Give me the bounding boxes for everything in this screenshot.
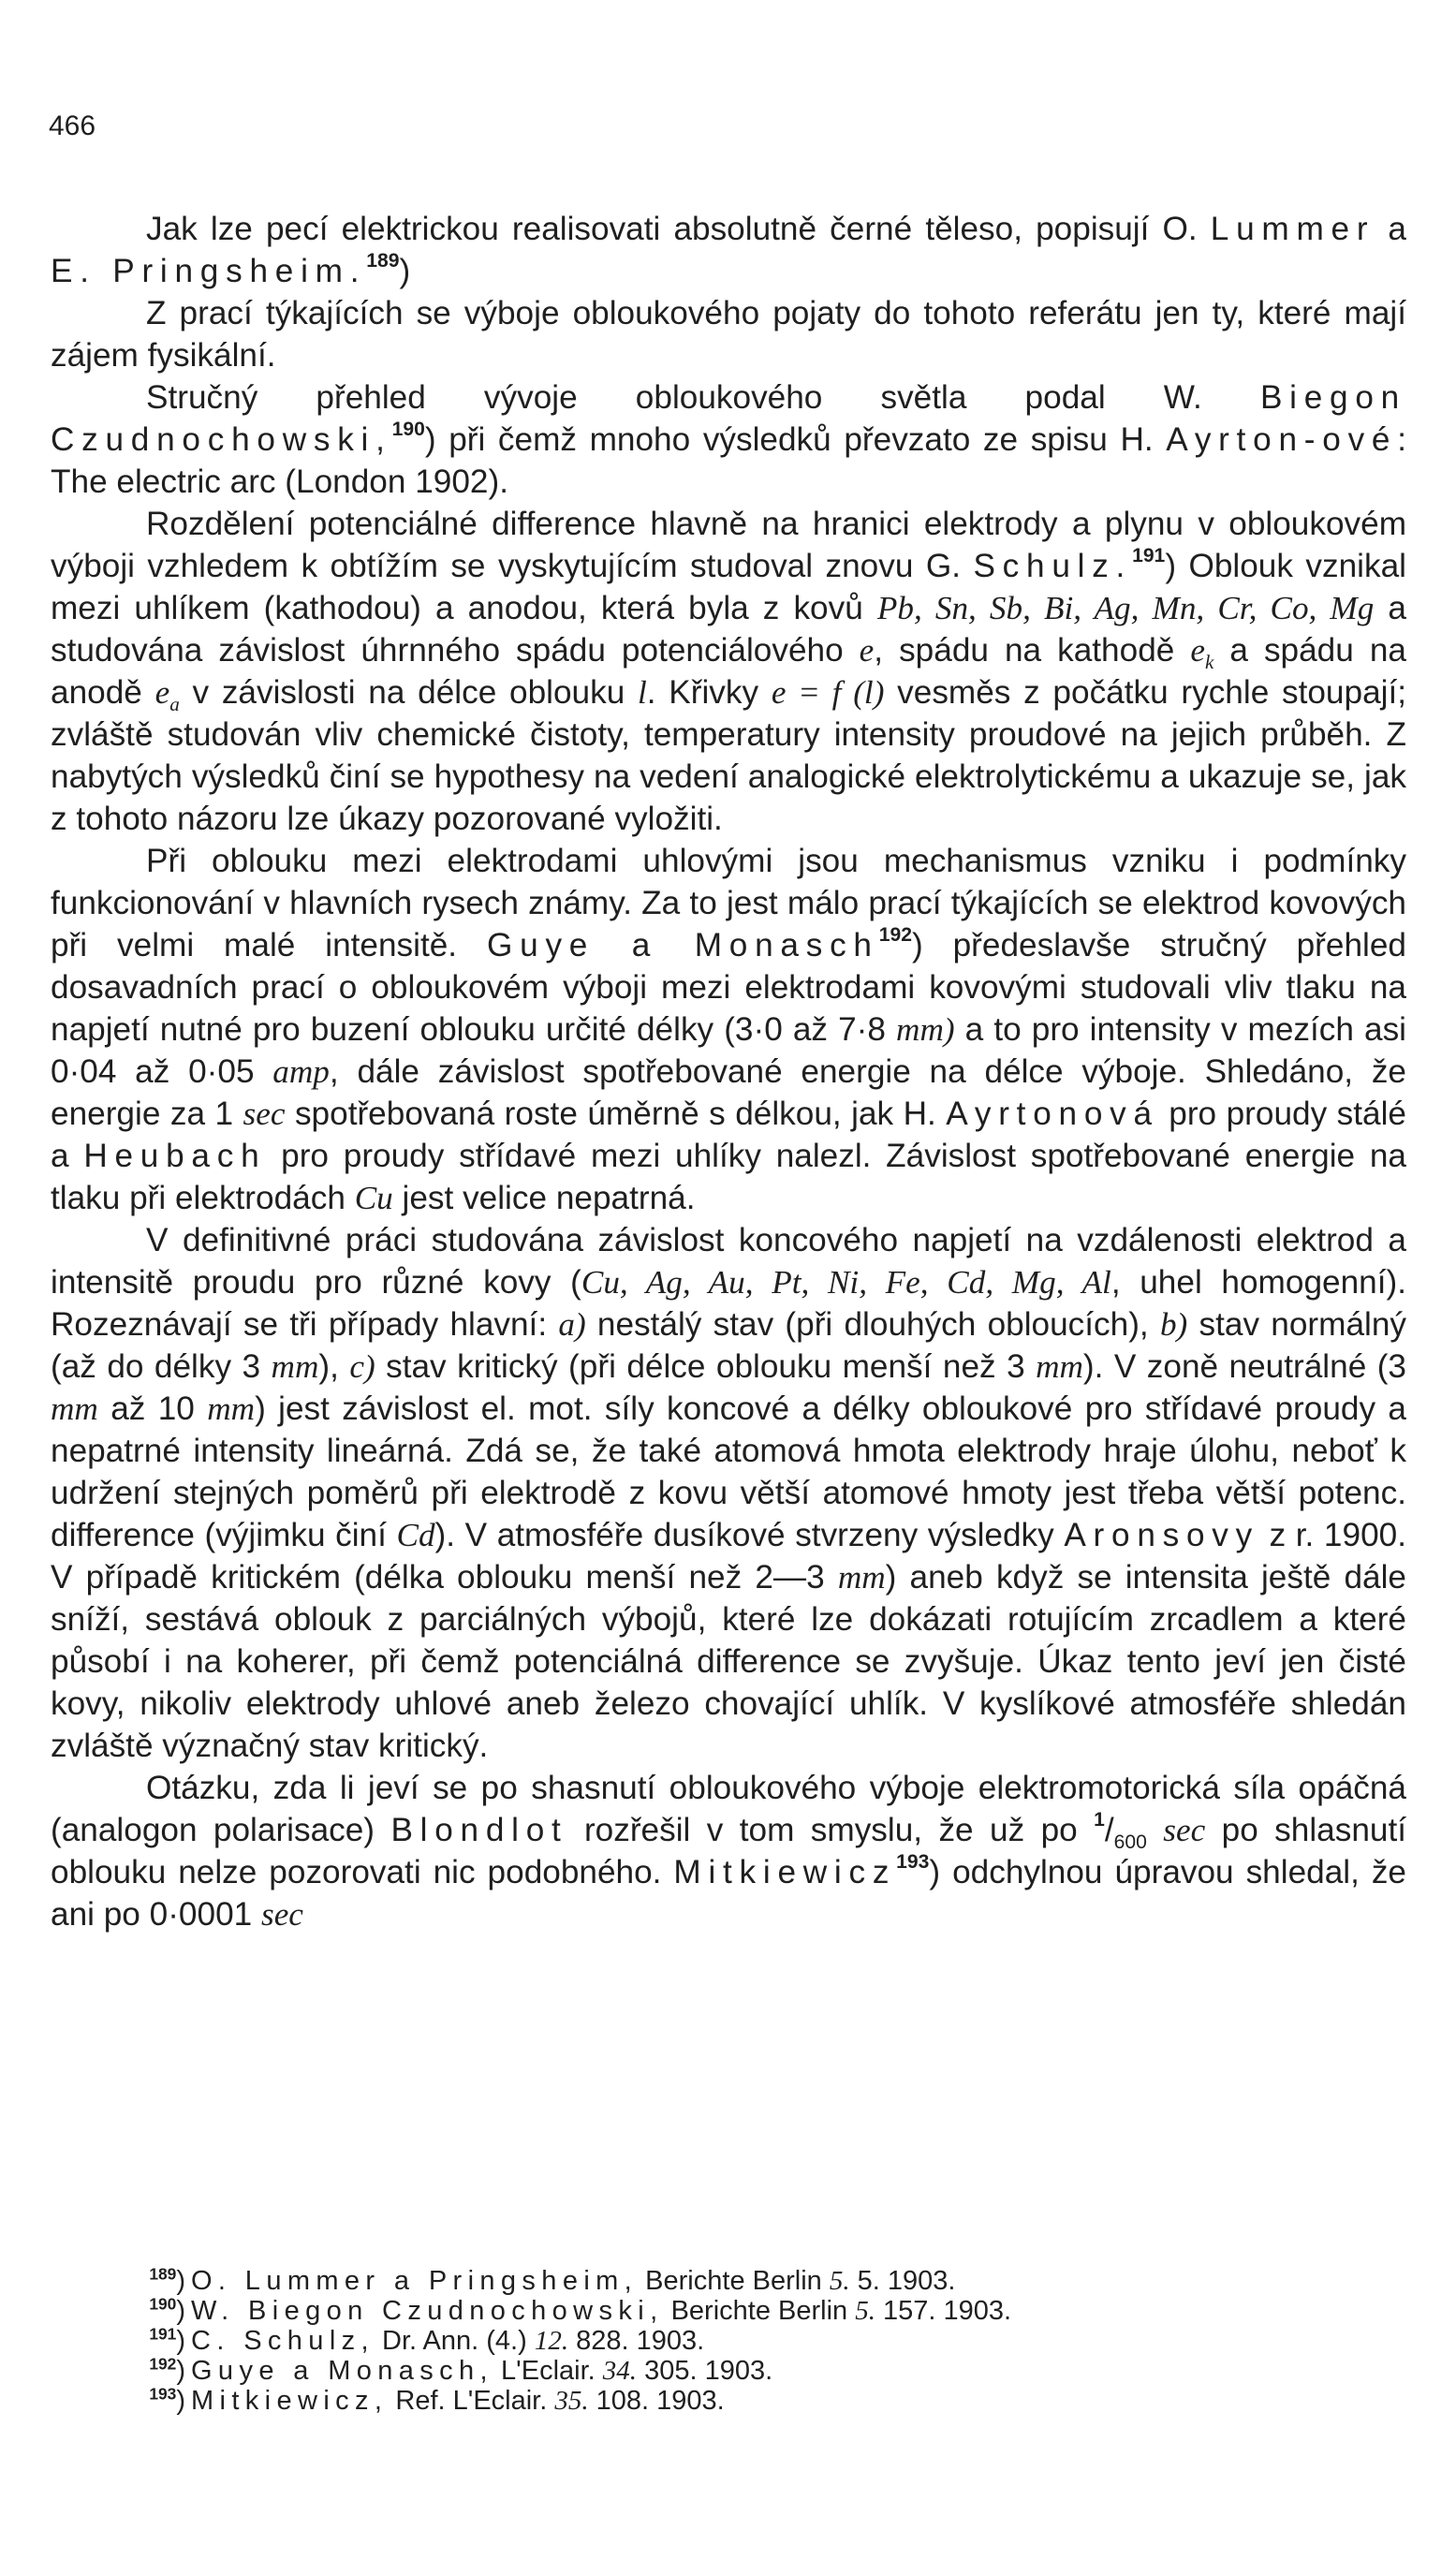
text-run: Rozdělení potenciálné difference hlavně na hranici elektrody a plynu v obloukovém výboji vzhledem k obtížím se vyskytujícím studoval znovu G. — [51, 506, 1406, 584]
footnote-source: Dr. Ann. (4.) — [374, 2326, 535, 2356]
footnote-pages: 305. 1903. — [637, 2356, 773, 2386]
footnote-volume: 34. — [602, 2356, 638, 2386]
footnote-pages: 108. 1903. — [588, 2386, 725, 2416]
unit: amp — [272, 1053, 330, 1090]
unit: sec — [1163, 1812, 1206, 1848]
paragraph-1 — [51, 208, 1406, 292]
text-run: ) Oblouk vznikal mezi uhlíkem (kathodou) a anodou, která byla z kovů — [51, 548, 1406, 626]
author-name: Guye a Monasch — [487, 927, 879, 963]
unit: mm — [207, 1390, 256, 1427]
footnote-189: $^{189}$) O. Lummer a Pringsheim, Berichte Berlin 5. 5. 1903. — [149, 2264, 956, 2296]
footnote-number: 191 — [149, 2324, 177, 2344]
unit: mm — [1036, 1348, 1083, 1385]
text-run: stav kritický (při délce oblouku menší než 3 — [375, 1348, 1037, 1385]
fraction-numerator: 1 — [1094, 1809, 1105, 1831]
footnote-191: $^{191}$) C. Schulz, Dr. Ann. (4.) 12. 828. 1903. — [149, 2324, 705, 2356]
footnote-number: 193 — [149, 2384, 177, 2404]
unit: mm) — [896, 1011, 955, 1048]
text-run: a spádu na anodě — [51, 632, 1406, 711]
text-run: , spádu na kathodě — [874, 632, 1191, 669]
math-var: e — [154, 674, 170, 711]
text-run: stav normálný (až do délky 3 — [51, 1306, 1407, 1385]
author-name: Ayrtonová — [946, 1096, 1159, 1132]
paragraph-2 — [51, 292, 1406, 376]
author-name: Ayrton-ové — [1166, 421, 1398, 458]
footnote-source: Berichte Berlin — [663, 2296, 856, 2326]
footnote-192: $^{192}$) Guye a Monasch, L'Eclair. 34. 305. 1903. — [149, 2354, 773, 2386]
footnote-source: L'Eclair. — [493, 2356, 603, 2386]
case-label: c) — [349, 1348, 375, 1385]
body-text — [51, 208, 1406, 1935]
footnote-190: $^{190}$) W. Biegon Czudnochowski, Berichte Berlin 5. 157. 1903. — [149, 2294, 1012, 2326]
text-run: : The electric arc (London 1902). — [51, 421, 1406, 500]
text-run: z r. 1900. V případě kritickém (délka oblouku menší než 2—3 — [51, 1517, 1406, 1596]
text-run: a — [1375, 211, 1406, 247]
text-run: spotřebovaná roste úměrně s délkou, jak H. — [285, 1096, 947, 1132]
footnote-ref: 192 — [878, 924, 912, 947]
math-subscript: a — [169, 693, 180, 716]
author-name: Lummer — [1210, 211, 1375, 247]
footnote-author: W. Biegon Czudnochowski, — [191, 2296, 664, 2326]
paragraph-3 — [51, 376, 1406, 503]
text-run: ), — [318, 1348, 350, 1385]
footnote-ref: 190 — [391, 419, 425, 441]
page-number: 466 — [49, 110, 96, 141]
footnote-pages: 828. 1903. — [568, 2326, 705, 2356]
metal-symbols: Pb, Sn, Sb, Bi, Ag, Mn, Cr, Co, Mg — [876, 590, 1375, 626]
paragraph-6 — [51, 1219, 1406, 1767]
footnote-pages: 157. 1903. — [875, 2296, 1012, 2326]
text-run: ) odchylnou úpravou shledal, že ani po 0·0001 — [51, 1854, 1406, 1933]
math-var: e — [859, 632, 875, 669]
footnote-source: Ref. L'Eclair. — [388, 2386, 555, 2416]
text-run: pro proudy stálé a — [51, 1096, 1406, 1174]
text-run: , dále závislost spotřebované energie na délce výboje. Shledáno, že energie za 1 — [51, 1053, 1406, 1132]
footnote-ref: 189 — [366, 250, 400, 272]
text-run: Stručný přehled vývoje obloukového světla podal W. — [146, 379, 1260, 416]
math-formula: e = f (l) — [771, 674, 885, 711]
footnote-ref: 191 — [1132, 545, 1166, 567]
author-name: Mitkiewicz — [673, 1854, 897, 1890]
text-run: rozřešil v tom smyslu, že už po — [567, 1812, 1095, 1848]
author-name: E. Pringsheim. — [51, 253, 367, 289]
text-run: vesměs z počátku rychle stoupají; zvláště studován vliv chemické čistoty, temperatury intensity proudové na jejich průběh. Z nabytých výsledků činí se hypothesy na vedení analogické elektrolytickému a ukazuje se, jak z tohoto názoru lze úkazy pozorované vyložiti. — [51, 674, 1407, 837]
footnote-pages: 5. 1903. — [849, 2266, 956, 2296]
metal-symbols: Cu, Ag, Au, Pt, Ni, Fe, Cd, Mg, Al — [581, 1264, 1111, 1301]
author-name: Blondlot — [390, 1812, 568, 1848]
footnote-ref: 193 — [896, 1851, 930, 1874]
text-run: ) při čemž mnoho výsledků převzato ze spisu H. — [424, 421, 1167, 458]
footnote-volume: 5. — [855, 2296, 875, 2326]
author-name: Biegon Czudnochowski, — [51, 379, 1406, 458]
footnote-volume: 35. — [554, 2386, 589, 2416]
footnote-volume: 5. — [829, 2266, 850, 2296]
text-run: ). V zoně neutrálné (3 — [1082, 1348, 1407, 1385]
text-run: Při oblouku mezi elektrodami uhlovými jsou mechanismus vzniku i podmínky funkcionování v hlavních rysech známy. Za to jest málo prací týkajících se elektrod kovových při velmi malé intensitě. — [51, 843, 1406, 963]
footnote-volume: 12. — [534, 2326, 569, 2356]
text-run: , uhel homogenní). Rozeznávají se tři případy hlavní: — [51, 1264, 1406, 1343]
author-name: Heubach — [83, 1138, 267, 1174]
text-run: . Křivky — [646, 674, 772, 711]
text-run: pro proudy střídavé mezi uhlíky nalezl. Závislost spotřebované energie na tlaku při elektrodách — [51, 1138, 1406, 1216]
text-run: po shlasnutí oblouku nelze pozorovati nic podobného. — [51, 1812, 1407, 1890]
text-run: jest velice nepatrná. — [392, 1180, 696, 1216]
text-run: nestálý stav (při dlouhých obloucích), — [585, 1306, 1160, 1343]
paragraph-5 — [51, 840, 1406, 1219]
footnote-number: 190 — [149, 2294, 177, 2314]
text-run: Z prací týkajících se výboje obloukového pojaty do tohoto referátu jen ty, které mají zájem fysikální. — [51, 295, 1406, 374]
text-run: ) — [399, 253, 411, 289]
text-run: a to pro intensity v mezích asi 0·04 až 0·05 — [51, 1011, 1406, 1090]
text-run: V definitivné práci studována závislost koncového napjetí na vzdálenosti elektrod a intensitě proudu pro různé kovy ( — [51, 1222, 1406, 1301]
unit: mm — [51, 1390, 98, 1427]
text-run: ). V atmosféře dusíkové stvrzeny výsledky — [434, 1517, 1065, 1553]
text-run: v závislosti na délce oblouku — [179, 674, 638, 711]
math-var: e — [1190, 632, 1205, 669]
unit: mm — [271, 1348, 319, 1385]
author-name: Aronsovy — [1064, 1517, 1259, 1553]
metal-symbols: Cd — [396, 1517, 435, 1553]
text-run: ) předeslavše stručný přehled dosavadních prací o obloukovém výboji mezi elektrodami kovovými studovali vliv tlaku na napjetí nutné pro buzení oblouku určité délky (3·0 až 7·8 — [51, 927, 1406, 1048]
paragraph-4 — [51, 503, 1406, 840]
text-run: ) aneb když se intensita ještě dále sníží, sestává oblouk z parciálných výbojů, které lze dokázati rotujícím zrcadlem a které působí i na koherer, při čemž potenciálná difference se zvyšuje. Úkaz tento jeví jen čisté kovy, nikoliv elektrody uhlové aneb železo chovající uhlík. V kyslíkové atmosféře shledán zvláště význačný stav kritický. — [51, 1559, 1406, 1764]
case-label: a) — [558, 1306, 586, 1343]
unit: sec — [261, 1896, 303, 1933]
metal-symbols: Cu — [354, 1180, 393, 1216]
text-run: a studována závislost úhrnného spádu potenciálového — [51, 590, 1406, 669]
footnote-source: Berichte Berlin — [638, 2266, 830, 2296]
footnote-number: 192 — [149, 2354, 177, 2374]
unit: sec — [243, 1096, 286, 1132]
author-name: Schulz. — [973, 548, 1133, 584]
footnote-author: Guye a Monasch, — [191, 2356, 493, 2386]
unit: mm — [837, 1559, 886, 1596]
footnote-193: $^{193}$) Mitkiewicz, Ref. L'Eclair. 35. 108. 1903. — [149, 2384, 725, 2416]
text-run: až 10 — [97, 1390, 208, 1427]
text-run: Jak lze pecí elektrickou realisovati absolutně černé těleso, popisují O. — [146, 211, 1211, 247]
footnote-number: 189 — [149, 2264, 177, 2284]
math-subscript: k — [1204, 651, 1214, 674]
paragraph-7: Otázku, zda li jeví se po shasnutí obloukového výboje elektromotorická síla opáčná (analogon polarisace) Blondlot rozřešil v tom smyslu, že už po $^1/_{600}$ sec po shlasnutí oblouku nelze pozorovati nic podobného. Mitkiewicz$^{193}$) odchylnou úpravou shledal, že ani po 0·0001 sec — [51, 1770, 1407, 1933]
math-var: l — [638, 674, 647, 711]
text-run: ) jest závislost el. mot. síly koncové a délky obloukové pro střídavé proudy a nepatrné intensity lineárná. Zdá se, že také atomová hmota elektrody hraje úlohu, neboť k udržení stejných poměrů při elektrodě z kovu větší atomové hmoty jest třeba větší potenc. difference (výjimku činí — [51, 1390, 1406, 1553]
footnote-author: C. Schulz, — [191, 2326, 375, 2356]
footnote-author: O. Lummer a Pringsheim, — [191, 2266, 639, 2296]
case-label: b) — [1159, 1306, 1188, 1343]
text-run: Otázku, zda li jeví se po shasnutí obloukového výboje elektromotorická síla opáčná (analogon polarisace) — [51, 1770, 1406, 1848]
footnote-author: Mitkiewicz, — [191, 2386, 389, 2416]
fraction-denominator: 600 — [1113, 1831, 1147, 1854]
footnotes — [140, 2266, 1376, 2416]
